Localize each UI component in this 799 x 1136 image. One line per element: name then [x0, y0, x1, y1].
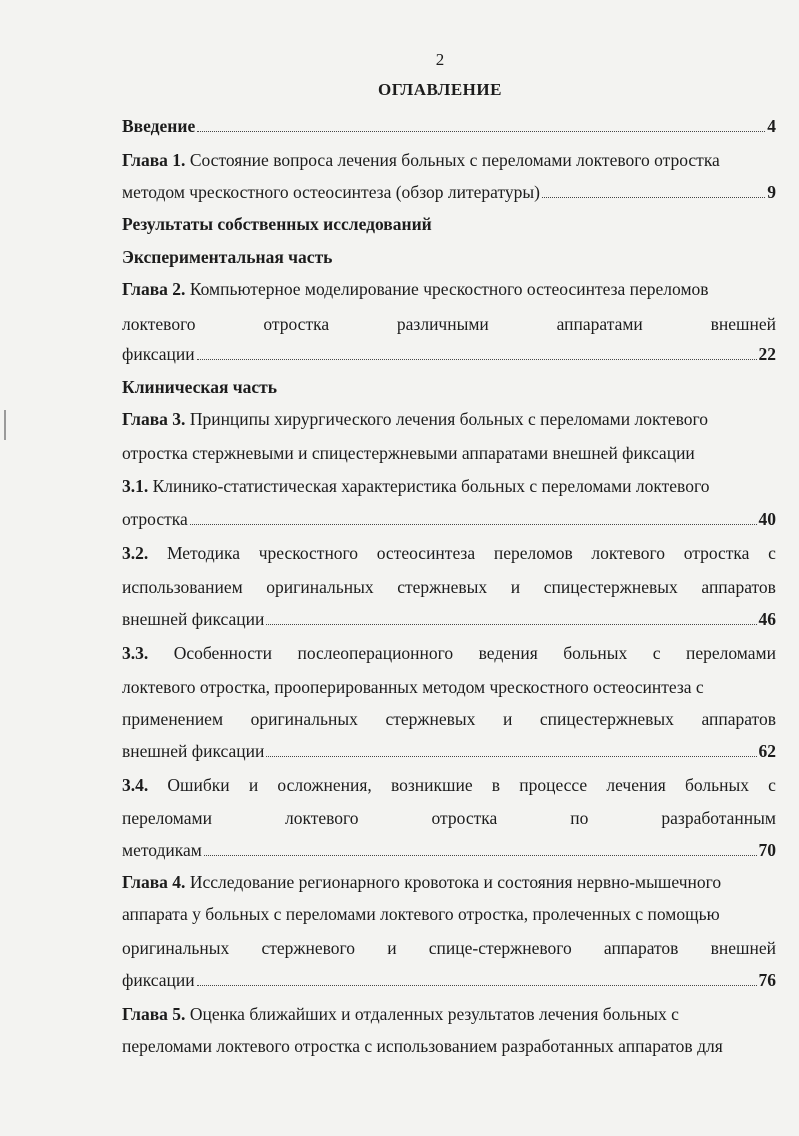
entry-word: стержневого [261, 938, 356, 958]
entry-word: ведения [478, 643, 538, 663]
entry-word: оригинальных [122, 938, 230, 958]
entry-word: и [510, 577, 521, 597]
entry-word: спицестержневых [539, 709, 674, 729]
toc-line [122, 441, 776, 465]
toc-title: ОГЛАВЛЕНИЕ [378, 80, 502, 99]
toc-line [122, 212, 776, 236]
entry-text: отростка [122, 509, 188, 529]
entry-text: методикам [122, 840, 202, 860]
entry-number: Глава 1. [122, 150, 186, 170]
toc-line [122, 968, 776, 992]
toc-line [122, 148, 776, 172]
entry-word: аппаратов [701, 577, 776, 597]
page-number: 2 [435, 50, 445, 69]
entry-word: стержневых [385, 709, 476, 729]
entry-text: Компьютерное моделирование чрескостного остеосинтеза переломов [185, 279, 709, 299]
toc-line [122, 245, 776, 269]
entry-word: и [248, 775, 259, 795]
entry-number: Введение [122, 116, 196, 136]
entry-word: с [768, 775, 776, 795]
entry-word: внешней [710, 314, 776, 334]
entry-number: Глава 2. [122, 279, 186, 299]
entry-text: внешней фиксации [122, 741, 265, 761]
dot-leader [197, 130, 765, 132]
entry-word: чрескостного [258, 543, 359, 563]
toc-line [122, 607, 776, 631]
entry-word: переломами [122, 808, 212, 828]
toc-line [122, 312, 776, 336]
toc-line [122, 277, 776, 301]
entry-text: внешней фиксации [122, 609, 265, 629]
entry-number: 3.2. [122, 543, 149, 563]
entry-word: послеоперационного [297, 643, 454, 663]
entry-text: фиксации [122, 344, 195, 364]
dot-leader [197, 984, 757, 986]
toc-line [122, 1002, 776, 1026]
entry-text: отростка стержневыми и спицестержневыми аппаратами внешней фиксации [122, 443, 695, 463]
entry-number: 3.1. [122, 476, 149, 496]
entry-number: Глава 4. [122, 872, 186, 892]
toc-line [122, 936, 776, 960]
page-ref: 62 [758, 741, 776, 761]
entry-word: больных [684, 775, 749, 795]
entry-text: Клинико-статистическая характеристика больных с переломами локтевого [148, 476, 710, 496]
entry-word: процессе [519, 775, 588, 795]
entry-word: спицестержневых [543, 577, 678, 597]
toc-line [122, 739, 776, 763]
dot-leader [266, 755, 756, 757]
section-heading: Клиническая часть [122, 377, 278, 397]
section-heading: Экспериментальная часть [122, 247, 333, 267]
toc-line [122, 806, 776, 830]
toc-line [122, 575, 776, 599]
toc-line [122, 507, 776, 531]
page-ref: 46 [758, 609, 776, 629]
entry-word: осложнения, [277, 775, 372, 795]
entry-word: использованием [122, 577, 243, 597]
entry-text: методом чрескостного остеосинтеза (обзор литературы) [122, 182, 540, 202]
entry-word: аппаратов [701, 709, 776, 729]
entry-word: спице-стержневого [428, 938, 572, 958]
entry-word: Ошибки [167, 775, 230, 795]
entry-word: локтевого [284, 808, 359, 828]
entry-word: отростка [263, 314, 330, 334]
toc-line [122, 375, 776, 399]
toc-line [122, 407, 776, 431]
toc-line [122, 1034, 776, 1058]
toc-line [122, 838, 776, 862]
page-ref: 22 [758, 344, 776, 364]
entry-text: локтевого отростка, прооперированных методом чрескостного остеосинтеза с [122, 677, 704, 697]
entry-word: переломов [493, 543, 573, 563]
entry-word: отростка [683, 543, 750, 563]
entry-text: фиксации [122, 970, 195, 990]
entry-word: и [387, 938, 397, 958]
entry-text: Оценка ближайших и отдаленных результатов лечения больных с [185, 1004, 679, 1024]
entry-word: больных [563, 643, 628, 663]
toc-line [122, 870, 776, 894]
entry-word: с [652, 643, 661, 663]
entry-word: локтевого [122, 314, 196, 334]
dot-leader [204, 854, 757, 856]
entry-word: различными [396, 314, 489, 334]
entry-word: и [502, 709, 513, 729]
toc-line [122, 474, 776, 498]
entry-word: возникшие [390, 775, 473, 795]
toc-line [122, 902, 776, 926]
dot-leader [197, 358, 757, 360]
entry-word: аппаратами [556, 314, 643, 334]
entry-word: Методика [166, 543, 240, 563]
entry-word: внешней [710, 938, 776, 958]
entry-word: в [491, 775, 501, 795]
entry-text: Состояние вопроса лечения больных с переломами локтевого отростка [185, 150, 720, 170]
entry-word: остеосинтеза [376, 543, 476, 563]
toc-line [122, 180, 776, 204]
toc-line [122, 342, 776, 366]
page-ref: 70 [758, 840, 776, 860]
dot-leader [190, 523, 757, 525]
entry-word: с [768, 543, 776, 563]
entry-word: оригинальных [266, 577, 374, 597]
page-ref: 40 [758, 509, 776, 529]
toc-line [122, 675, 776, 699]
toc-line [122, 541, 776, 565]
toc-line [122, 114, 776, 138]
dot-leader [266, 623, 756, 625]
entry-word: переломами [685, 643, 776, 663]
entry-text: Исследование регионарного кровотока и состояния нервно-мышечного [185, 872, 722, 892]
toc-line [122, 773, 776, 797]
entry-text: Принципы хирургического лечения больных с переломами локтевого [185, 409, 709, 429]
section-heading: Результаты собственных исследований [122, 214, 432, 234]
entry-number: 3.4. [122, 775, 149, 795]
scan-edge-mark [4, 410, 6, 440]
page-ref: 4 [767, 116, 776, 136]
dot-leader [542, 196, 765, 198]
entry-word: лечения [606, 775, 666, 795]
entry-word: оригинальных [250, 709, 358, 729]
toc-line [122, 641, 776, 665]
toc-line [122, 707, 776, 731]
entry-text: аппарата у больных с переломами локтевого отростка, пролеченных с помощью [122, 904, 720, 924]
entry-word: аппаратов [603, 938, 679, 958]
entry-word: по [570, 808, 589, 828]
entry-word: применением [122, 709, 224, 729]
entry-number: Глава 3. [122, 409, 186, 429]
entry-number: 3.3. [122, 643, 149, 663]
entry-word: Особенности [173, 643, 273, 663]
entry-number: Глава 5. [122, 1004, 186, 1024]
entry-word: стержневых [397, 577, 488, 597]
page-ref: 76 [758, 970, 776, 990]
entry-text: переломами локтевого отростка с использованием разработанных аппаратов для [122, 1036, 723, 1056]
entry-word: разработанным [661, 808, 776, 828]
entry-word: отростка [431, 808, 498, 828]
entry-word: локтевого [591, 543, 665, 563]
page-ref: 9 [767, 182, 776, 202]
